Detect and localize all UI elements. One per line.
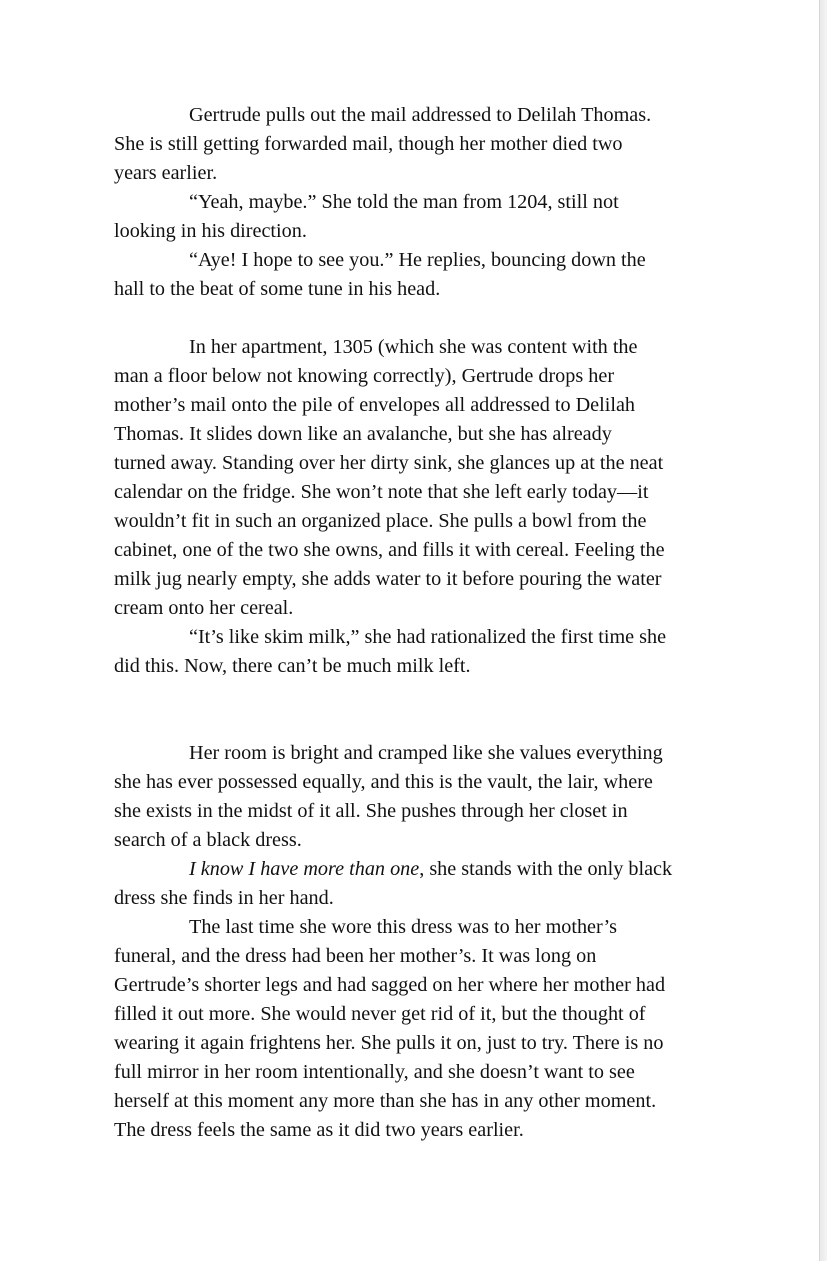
- text-line: mother’s mail onto the pile of envelopes all addressed to Delilah: [114, 394, 636, 416]
- text-line: she exists in the midst of it all. She pushes through her closet in: [114, 800, 628, 822]
- text-line: In her apartment, 1305 (which she was content with the: [189, 336, 638, 358]
- text-line: funeral, and the dress had been her mother’s. It was long on: [114, 945, 597, 967]
- text-line: milk jug nearly empty, she adds water to it before pouring the water: [114, 568, 662, 590]
- text-line: wearing it again frightens her. She pulls it on, just to try. There is no: [114, 1032, 664, 1054]
- text-line: calendar on the fridge. She won’t note that she left early today—it: [114, 481, 649, 503]
- text-line: search of a black dress.: [114, 829, 302, 851]
- text-line: [114, 855, 716, 884]
- text-line: The last time she wore this dress was to her mother’s: [189, 916, 617, 938]
- paragraph-apartment: [114, 333, 716, 623]
- text-line: cabinet, one of the two she owns, and fills it with cereal. Feeling the: [114, 539, 665, 561]
- text-line: Gertrude pulls out the mail addressed to Delilah Thomas.: [189, 104, 652, 126]
- text-line: herself at this moment any more than she has in any other moment.: [114, 1090, 657, 1112]
- text-line: Thomas. It slides down like an avalanche, but she has already: [114, 423, 612, 445]
- text-fragment: , she stands with the only black: [419, 858, 673, 880]
- text-line: she has ever possessed equally, and this is the vault, the lair, where: [114, 771, 653, 793]
- paragraph-aye: [114, 246, 716, 304]
- text-line: man a floor below not knowing correctly), Gertrude drops her: [114, 365, 615, 387]
- text-line: years earlier.: [114, 162, 218, 184]
- paragraph-black-dress: [114, 855, 716, 913]
- text-line: turned away. Standing over her dirty sink, she glances up at the neat: [114, 452, 664, 474]
- text-line: did this. Now, there can’t be much milk left.: [114, 655, 471, 677]
- text-line: hall to the beat of some tune in his head.: [114, 278, 441, 300]
- text-line: wouldn’t fit in such an organized place. She pulls a bowl from the: [114, 510, 647, 532]
- paragraph-yeah-maybe: [114, 188, 716, 246]
- text-line: The dress feels the same as it did two years earlier.: [114, 1119, 524, 1141]
- text-line: “It’s like skim milk,” she had rationalized the first time she: [189, 626, 667, 648]
- body-text: [114, 101, 716, 1145]
- text-line: filled it out more. She would never get rid of it, but the thought of: [114, 1003, 646, 1025]
- text-line: She is still getting forwarded mail, though her mother died two: [114, 133, 623, 155]
- text-line: Her room is bright and cramped like she values everything: [189, 742, 663, 764]
- text-line: full mirror in her room intentionally, and she doesn’t want to see: [114, 1061, 635, 1083]
- text-line: “Yeah, maybe.” She told the man from 1204, still not: [189, 191, 619, 213]
- text-line: looking in his direction.: [114, 220, 307, 242]
- text-line: “Aye! I hope to see you.” He replies, bouncing down the: [189, 249, 646, 271]
- section-break: [114, 681, 716, 739]
- paragraph-mail: [114, 101, 716, 188]
- paragraph-funeral: [114, 913, 716, 1145]
- paragraph-room: [114, 739, 716, 855]
- paragraph-skim-milk: [114, 623, 716, 681]
- text-line: dress she finds in her hand.: [114, 887, 334, 909]
- text-line: cream onto her cereal.: [114, 597, 294, 619]
- text-line: Gertrude’s shorter legs and had sagged on her where her mother had: [114, 974, 666, 996]
- page-edge: [819, 0, 827, 1261]
- italic-thought: I know I have more than one: [189, 858, 420, 880]
- section-break: [114, 304, 716, 333]
